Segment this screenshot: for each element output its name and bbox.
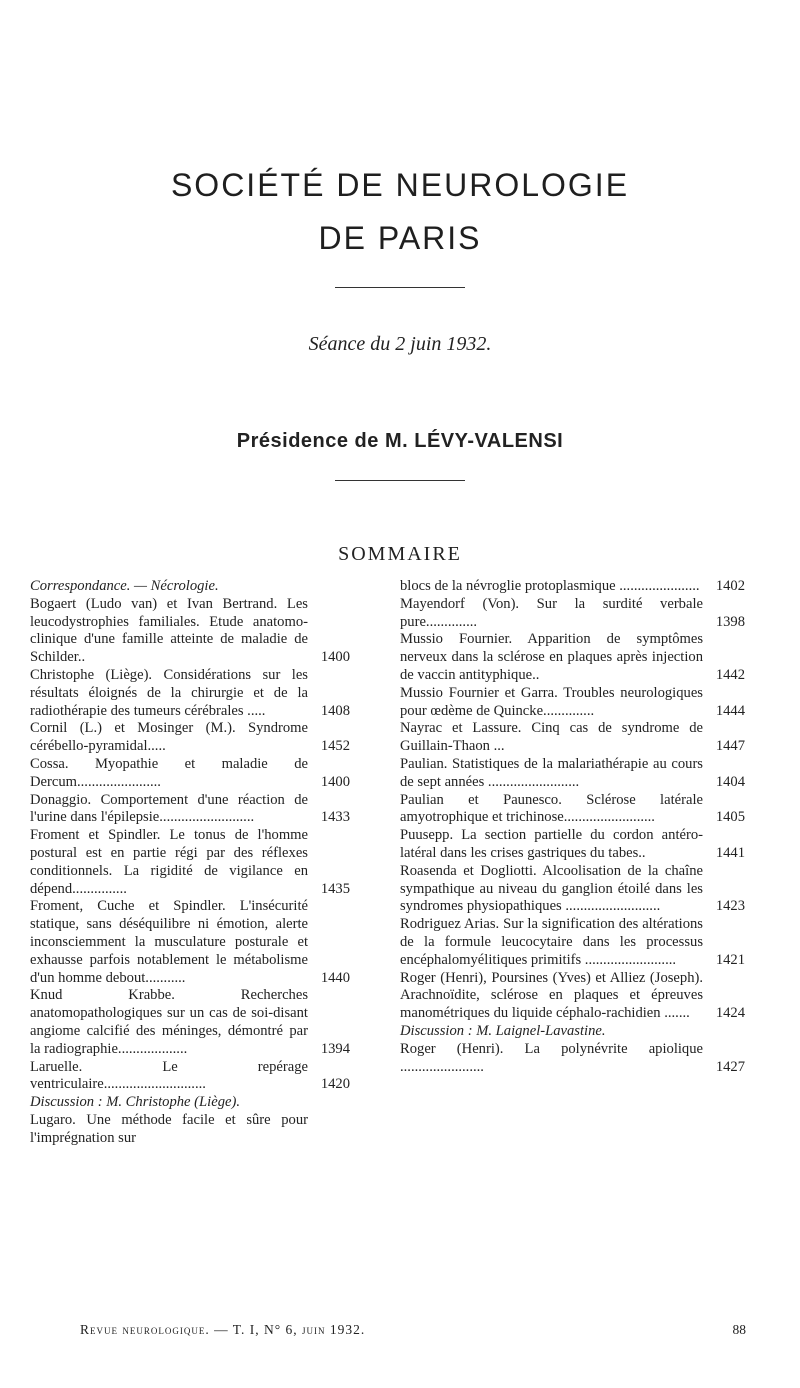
entry-page: 1447 [715,738,745,755]
entry-text: Bogaert (Ludo van) et Ivan Bertrand. Les leucodystrophies familiales. Etude anatomo-clinique d'une famille atteinte de maladie de Schilder.. [30,595,308,666]
sommaire-entry [400,631,745,684]
sommaire-right-column [400,578,745,1076]
sommaire-entry [30,792,350,828]
divider-bottom [335,480,465,481]
entry-text: Mussio Fournier et Garra. Troubles neurologiques pour œdème de Quincke.............. [400,684,703,719]
entry-text: Roger (Henri). La polynévrite apiolique ....................... [400,1040,703,1075]
entry-text: Correspondance. — Nécrologie. [30,578,219,594]
entry-page: 1452 [320,738,350,755]
entry-page: 1402 [715,578,745,594]
society-title-line1: SOCIÉTÉ DE NEUROLOGIE [170,167,630,203]
sommaire-entry [30,667,350,720]
entry-text: Mayendorf (Von). Sur la surdité verbale pure.............. [400,595,703,630]
entry-text: Christophe (Liège). Considérations sur les résultats éloignés de la chirurgie et de la radiothérapie des tumeurs cérébrales ..... [30,666,308,719]
entry-page: 1420 [320,1076,350,1093]
entry-text: Froment, Cuche et Spindler. L'insécurité statique, sans déséquilibre ni émotion, alerte inconsciemment la musculature posturale et exhausse parfois notablement le métabolisme d'un homme debout........... [30,898,308,986]
entry-text: Discussion : M. Christophe (Liège). [30,1094,240,1111]
entry-text: Puusepp. La section partielle du cordon antéro-latéral dans les crises gastriques du tabes.. [400,827,703,861]
entry-text: Froment et Spindler. Le tonus de l'homme postural est en partie régi par des réflexes conditionnels. La rigidité de vigilance en dépend............... [30,827,308,897]
entry-page: 1433 [320,809,350,826]
entry-page: 1398 [715,613,745,630]
society-title-line2: DE PARIS [318,220,482,256]
entry-page: 1423 [715,898,745,915]
entry-text: Roger (Henri), Poursines (Yves) et Alliez (Joseph). Arachnoïdite, sclérose en plaques et épreuves manométriques du liquide céphalo-rachidien ....... [400,969,703,1022]
sommaire-entry [30,720,350,756]
sommaire-entry [30,1112,350,1148]
entry-page: 1424 [715,1005,745,1022]
entry-page: 1442 [715,666,745,683]
entry-page: 1400 [320,649,350,666]
entry-page: 1440 [320,969,350,986]
page-number: 88 [732,1322,746,1337]
sommaire-entry [400,863,745,916]
entry-text: Rodriguez Arias. Sur la signification des altérations de la formule leucocytaire dans les processus encéphalomyélitiques primitifs ......................... [400,916,703,968]
entry-page: 1408 [320,702,350,719]
page-footer [80,1322,746,1338]
seance-date: Séance du 2 juin 1932. [308,333,492,355]
sommaire-entry [400,970,745,1023]
sommaire-left-column [30,578,350,1148]
sommaire-entry [400,720,745,756]
entry-text: Roasenda et Dogliotti. Alcoolisation de la chaîne sympathique au niveau du ganglion étoilé dans les syndromes physiopathiques .......................... [400,862,703,915]
sommaire-entry [400,827,745,863]
entry-text: Nayrac et Lassure. Cinq cas de syndrome de Guillain-Thaon ... [400,720,703,755]
entry-text: Knud Krabbe. Recherches anatomopathologiques sur un cas de soi-disant angiome calcifié des méninges, démontré par la radiographie................... [30,987,308,1057]
entry-page: 1405 [715,809,745,826]
sommaire-entry [30,827,350,898]
entry-page: 1435 [320,880,350,897]
entry-text: Lugaro. Une méthode facile et sûre pour l'imprégnation sur [30,1111,308,1146]
sommaire-heading: SOMMAIRE [338,543,462,565]
entry-page: 1394 [320,1040,350,1057]
sommaire-entry [400,596,745,632]
sommaire-entry [400,685,745,721]
sommaire-entry [30,1094,350,1112]
sommaire-entry [30,1059,350,1095]
entry-page: 1427 [715,1058,745,1075]
entry-page: 1441 [715,844,745,861]
sommaire-entry [30,596,350,667]
entry-text: blocs de la névroglie protoplasmique ...................... [400,578,700,594]
sommaire-entry [400,1041,745,1077]
entry-text: Discussion : M. Laignel-Lavastine. [400,1022,606,1039]
sommaire-entry [30,987,350,1058]
entry-text: Donaggio. Comportement d'une réaction de l'urine dans l'épilepsie.......................... [30,791,308,826]
sommaire-entry [400,756,745,792]
entry-text: Cossa. Myopathie et maladie de Dercum....................... [30,755,308,790]
sommaire-entry [400,916,745,969]
sommaire-entry [30,756,350,792]
sommaire-entry [30,898,350,987]
journal-citation: Revue neurologique. — T. I, N° 6, juin 1932. [80,1322,366,1337]
entry-text: Cornil (L.) et Mosinger (M.). Syndrome cérébello-pyramidal..... [30,720,308,755]
entry-text: Mussio Fournier. Apparition de symptômes nerveux dans la sclérose en plaques après injection de vaccin antityphique.. [400,631,703,683]
sommaire-entry [400,1023,745,1041]
entry-page: 1421 [715,951,745,968]
sommaire-entry [400,578,745,596]
sommaire-entry [30,578,350,596]
entry-page: 1400 [320,773,350,790]
presidence-line: Présidence de M. LÉVY-VALENSI [236,430,564,452]
entry-page: 1444 [715,702,745,719]
entry-text: Paulian. Statistiques de la malariathérapie au cours de sept années ......................... [400,755,703,790]
divider-top [335,287,465,288]
entry-text: Laruelle. Le repérage ventriculaire............................ [30,1058,308,1093]
entry-page: 1404 [715,773,745,790]
sommaire-entry [400,792,745,828]
entry-text: Paulian et Paunesco. Sclérose latérale amyotrophique et trichinose......................... [400,791,703,826]
